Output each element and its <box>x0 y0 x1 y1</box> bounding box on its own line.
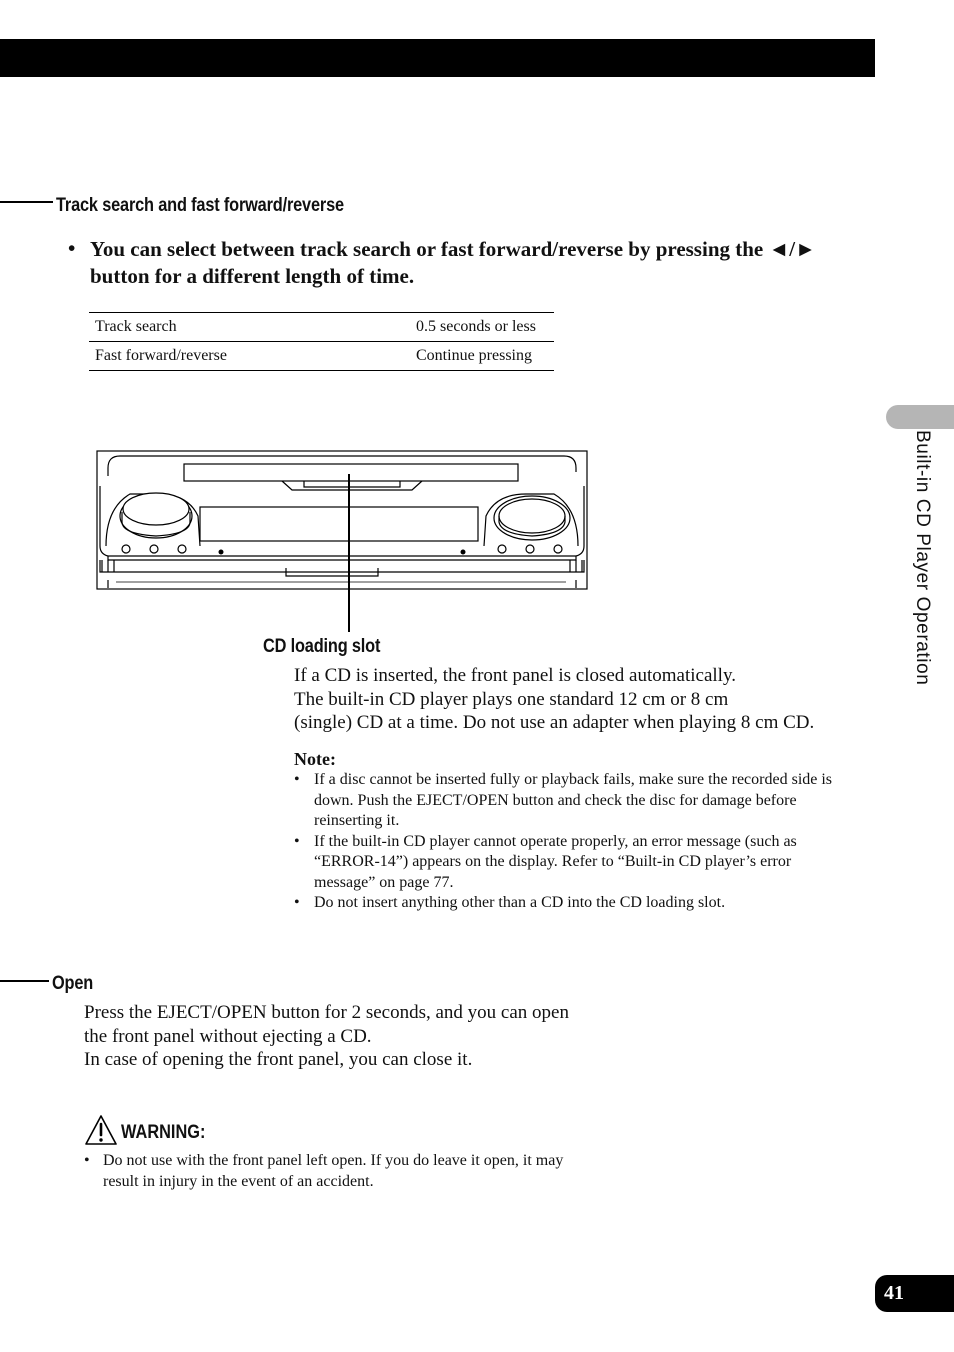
cd-slot-line-2: The built-in CD player plays one standard 12 cm or 8 cm <box>294 689 729 710</box>
callout-leader-line <box>348 474 350 632</box>
table-cell-time: Continue pressing <box>410 342 554 371</box>
press-duration-table <box>89 312 554 371</box>
section-heading-track-search: Track search and fast forward/reverse <box>56 195 344 216</box>
callout-label-cd-slot: CD loading slot <box>263 636 381 657</box>
open-line-1: Press the EJECT/OPEN button for 2 seconds, and you can open <box>84 1002 569 1023</box>
chapter-tab-label: Built-in CD Player Operation <box>912 430 933 686</box>
section-rule <box>0 980 49 982</box>
table-cell-action: Track search <box>89 313 410 342</box>
open-line-2: the front panel without ejecting a CD. <box>84 1026 372 1047</box>
warning-item: • Do not use with the front panel left open. If you do leave it open, it may result in injury in the event of an accident. <box>84 1151 594 1192</box>
table-cell-time: 0.5 seconds or less <box>410 313 554 342</box>
table-row <box>89 313 554 342</box>
header-bar <box>0 39 875 77</box>
bullet-marker: • <box>68 236 76 260</box>
warning-label: WARNING: <box>121 1122 206 1143</box>
cd-slot-line-1: If a CD is inserted, the front panel is closed automatically. <box>294 665 736 686</box>
section-heading-open: Open <box>52 973 94 994</box>
note-list <box>294 770 834 914</box>
warning-header <box>84 1112 219 1146</box>
open-line-3: In case of opening the front panel, you can close it. <box>84 1049 473 1070</box>
table-cell-action: Fast forward/reverse <box>89 342 410 371</box>
note-title: Note: <box>294 749 336 769</box>
warning-triangle-icon <box>84 1114 118 1146</box>
page-number: 41 <box>875 1275 954 1312</box>
note-item: • Do not insert anything other than a CD into the CD loading slot. <box>294 893 834 914</box>
note-item: • If the built-in CD player cannot operate properly, an error message (such as “ERROR-14”) appears on the display. Refer to “Built-in CD player’s error message” on page 77. <box>294 832 834 894</box>
table-row <box>89 342 554 371</box>
note-item: • If a disc cannot be inserted fully or playback fails, make sure the recorded side is down. Push the EJECT/OPEN button and check the disc for damage before reinserting it. <box>294 770 834 832</box>
head-unit-illustration <box>96 450 590 592</box>
chapter-tab <box>886 405 954 429</box>
section-rule <box>0 201 53 203</box>
warning-list <box>84 1151 594 1192</box>
lead-instruction: You can select between track search or fast forward/reverse by pressing the ◄/► button for a different length of time. <box>90 237 816 288</box>
cd-slot-line-3: (single) CD at a time. Do not use an adapter when playing 8 cm CD. <box>294 712 815 733</box>
